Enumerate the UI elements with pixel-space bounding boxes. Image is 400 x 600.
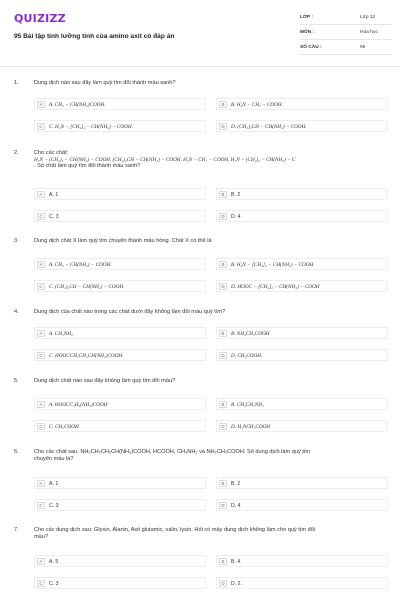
option-letter: A bbox=[37, 101, 45, 108]
meta-value: Lớp 12 bbox=[360, 15, 376, 20]
option-letter: D bbox=[219, 283, 227, 290]
option-text: A. 1 bbox=[49, 191, 59, 198]
option-text: C. 3 bbox=[49, 213, 59, 220]
option-b[interactable] bbox=[216, 327, 388, 339]
option-b[interactable] bbox=[216, 555, 388, 567]
meta-row-subject bbox=[300, 25, 392, 40]
question-line: màu? bbox=[34, 533, 48, 540]
header-divider bbox=[0, 66, 400, 67]
option-letter: A bbox=[37, 558, 45, 565]
option-text: D. H₂NCH₂COOH bbox=[231, 423, 271, 430]
option-letter: B bbox=[219, 261, 227, 268]
option-a[interactable] bbox=[34, 98, 206, 110]
option-text: B. H₂N − [CH₂]₄ − CH(NH₂) − COOH bbox=[231, 261, 314, 268]
option-letter: B bbox=[219, 401, 227, 408]
option-b[interactable] bbox=[216, 477, 388, 489]
option-letter: C bbox=[37, 213, 45, 220]
option-letter: B bbox=[219, 558, 227, 565]
option-letter: A bbox=[37, 191, 45, 198]
option-text: C. H₂N − [CH₂]₄ − CH(NH₂) − COOH. bbox=[49, 123, 133, 130]
option-d[interactable] bbox=[216, 280, 388, 292]
question-number: 5. bbox=[14, 378, 19, 384]
option-c[interactable] bbox=[34, 120, 206, 132]
option-c[interactable] bbox=[34, 420, 206, 432]
option-a[interactable] bbox=[34, 258, 206, 270]
option-c[interactable] bbox=[34, 499, 206, 511]
meta-label: MÔN : bbox=[300, 30, 315, 35]
option-text: B. CH₃CH₂NH₂ bbox=[231, 401, 264, 408]
question-text bbox=[34, 527, 390, 541]
meta-row-grade bbox=[300, 10, 392, 25]
question-line: Cho các chất sau: NH₂CH₂CH₂CH(NH₂)COOH, HCOOH, CH₃NH₂ và NH₂CH₂COOH. Số dung dịch làm quỳ tím bbox=[34, 449, 311, 455]
option-d[interactable] bbox=[216, 420, 388, 432]
option-text: B. 2 bbox=[231, 191, 241, 198]
meta-row-count bbox=[300, 40, 392, 55]
option-a[interactable] bbox=[34, 327, 206, 339]
option-text: C. CH₃COOH bbox=[49, 423, 79, 430]
option-letter: A bbox=[37, 401, 45, 408]
option-letter: C bbox=[37, 283, 45, 290]
option-text: A. CH₃ − CH(NH₂)COOH. bbox=[49, 101, 106, 108]
option-letter: C bbox=[37, 580, 45, 587]
option-text: B. NH₂CH₂COOH bbox=[231, 330, 270, 337]
question-line: H₂N − (CH₂)₄ − CH(NH₂) − COOH, (CH₃)₂CH − CH(NH₂) − COOH, H₂N − CH₂ − COOH, H₂N − (CH₂)₂ − CH(NH₂) − C bbox=[34, 156, 296, 163]
option-a[interactable] bbox=[34, 398, 206, 410]
option-letter: D bbox=[219, 423, 227, 430]
option-c[interactable] bbox=[34, 280, 206, 292]
option-letter: B bbox=[219, 191, 227, 198]
option-text: D. 4 bbox=[231, 502, 241, 509]
option-text: B. 4. bbox=[231, 558, 242, 565]
option-c[interactable] bbox=[34, 210, 206, 222]
option-text: C. HOOCCH₂CH₂CH(NH₂)COOH. bbox=[49, 352, 124, 359]
option-letter: C bbox=[37, 423, 45, 430]
option-text: A. 1 bbox=[49, 480, 59, 487]
option-a[interactable] bbox=[34, 188, 206, 200]
question-line: Dung dịch chất nào sau đây không làm quỳ tím đổi màu? bbox=[34, 378, 176, 384]
question-line: chuyển màu là? bbox=[34, 455, 74, 462]
option-letter: A bbox=[37, 261, 45, 268]
option-text: A. HOOCC₃H₅(NH₂)COOH bbox=[49, 401, 108, 408]
option-b[interactable] bbox=[216, 398, 388, 410]
question-text bbox=[34, 378, 390, 385]
option-letter: C bbox=[37, 123, 45, 130]
option-d[interactable] bbox=[216, 120, 388, 132]
option-b[interactable] bbox=[216, 98, 388, 110]
option-letter: D bbox=[219, 580, 227, 587]
option-letter: D bbox=[219, 352, 227, 359]
option-d[interactable] bbox=[216, 499, 388, 511]
option-letter: A bbox=[37, 330, 45, 337]
option-text: A. 5 bbox=[49, 558, 59, 565]
worksheet-header bbox=[0, 0, 400, 66]
question-number: 7. bbox=[14, 527, 19, 533]
question-text bbox=[34, 309, 390, 316]
meta-value: 95 bbox=[360, 45, 366, 50]
option-letter: D bbox=[219, 502, 227, 509]
option-letter: A bbox=[37, 480, 45, 487]
meta-value: Hóa học bbox=[360, 30, 378, 35]
option-letter: C bbox=[37, 352, 45, 359]
meta-panel bbox=[300, 10, 392, 55]
meta-label: LỚP : bbox=[300, 15, 314, 20]
question-number: 4. bbox=[14, 309, 19, 315]
option-text: C. 3 bbox=[49, 502, 59, 509]
option-d[interactable] bbox=[216, 210, 388, 222]
option-letter: C bbox=[37, 502, 45, 509]
question-number: 2. bbox=[14, 150, 19, 156]
option-a[interactable] bbox=[34, 477, 206, 489]
option-letter: D bbox=[219, 123, 227, 130]
option-text: A. CH₃NH₂. bbox=[49, 330, 75, 337]
question-line: . Số chất làm quỳ tím đổi thành màu xanh? bbox=[34, 163, 141, 170]
option-text: D. 4 bbox=[231, 213, 241, 220]
page-title: 95 Bài tập tính lưỡng tính của amino axit có đáp án bbox=[14, 33, 175, 40]
option-text: C. (CH₃)₂CH − CH(NH₂) − COOH. bbox=[49, 283, 125, 290]
quizizz-logo: QUIZIZZ bbox=[14, 12, 66, 25]
option-c[interactable] bbox=[34, 577, 206, 589]
option-d[interactable] bbox=[216, 577, 388, 589]
question-text bbox=[34, 238, 390, 245]
question-line: Cho các chất: bbox=[34, 150, 69, 156]
question-line: Cho các dung dịch sau: Glyxin, Alanin, Axit glutamic, valin, lysin. Hỏi có mấy dung dịch không làm cho quỳ tím đổi bbox=[34, 527, 316, 533]
question-text bbox=[34, 449, 390, 463]
question-text bbox=[34, 150, 390, 170]
option-b[interactable] bbox=[216, 188, 388, 200]
question-number: 6. bbox=[14, 449, 19, 455]
meta-label: SỐ CÂU : bbox=[300, 45, 322, 50]
option-text: D. CH₃COOH. bbox=[231, 352, 263, 359]
option-text: C. 3 bbox=[49, 580, 59, 587]
option-b[interactable] bbox=[216, 258, 388, 270]
option-text: A. CH₃ − CH(NH₂) − COOH. bbox=[49, 261, 112, 268]
question-number: 3. bbox=[14, 238, 19, 244]
question-number: 1. bbox=[14, 80, 19, 86]
option-text: D. 2. bbox=[231, 580, 242, 587]
option-letter: D bbox=[219, 213, 227, 220]
option-letter: B bbox=[219, 101, 227, 108]
question-line: Dung dịch của chất nào trong các chất dưới đây không làm đổi màu quỳ tím? bbox=[34, 309, 226, 315]
option-text: B. 2 bbox=[231, 480, 241, 487]
option-text: B. H₂N − CH₂ − COOH. bbox=[231, 101, 283, 108]
option-a[interactable] bbox=[34, 555, 206, 567]
question-line: Dung dịch chất X làm quỳ tím chuyển thành màu hồng. Chất X có thể là bbox=[34, 238, 212, 244]
question-line: Dung dịch nào sau đây làm quỳ tím đổi thành màu xanh? bbox=[34, 80, 176, 86]
option-letter: B bbox=[219, 330, 227, 337]
option-c[interactable] bbox=[34, 349, 206, 361]
option-text: D. (CH₃)₂CH − CH(NH₂) − COOH. bbox=[231, 123, 307, 130]
question-text bbox=[34, 80, 390, 87]
option-text: D. HOOC − [CH₂]₂ − CH(NH₂) − COOH bbox=[231, 283, 320, 290]
option-letter: B bbox=[219, 480, 227, 487]
option-d[interactable] bbox=[216, 349, 388, 361]
